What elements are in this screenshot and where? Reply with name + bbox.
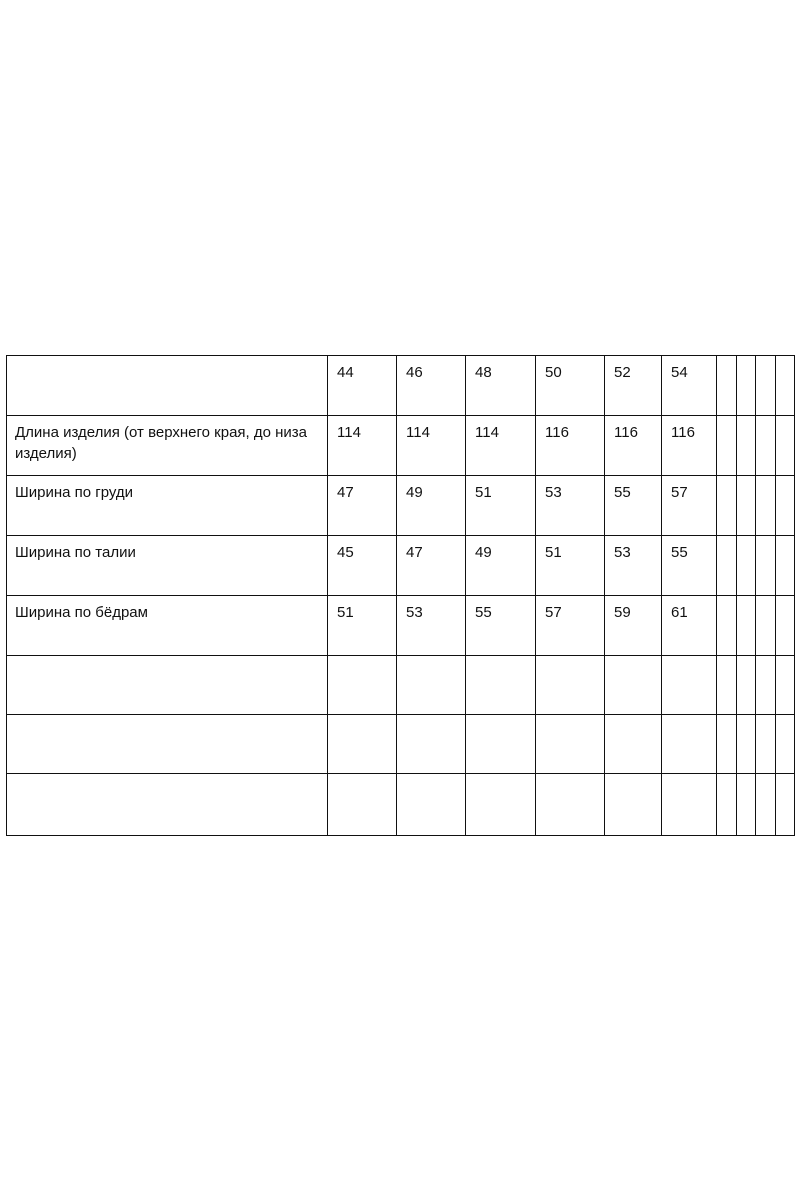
value-cell: 55: [605, 476, 662, 536]
value-cell: 116: [662, 416, 717, 476]
size-chart-table: [6, 355, 795, 836]
empty-cell: [717, 476, 737, 536]
value-cell: 51: [536, 536, 605, 596]
empty-cell: [717, 715, 737, 774]
measurement-label-cell: Ширина по талии: [7, 536, 328, 596]
value-cell: 47: [328, 476, 397, 536]
value-cell: 61: [662, 596, 717, 656]
value-cell: [397, 656, 466, 715]
empty-cell: [776, 596, 795, 656]
value-cell: [328, 774, 397, 836]
empty-cell: [717, 356, 737, 416]
value-cell: [466, 656, 536, 715]
empty-cell: [756, 715, 776, 774]
measurement-label-cell: Ширина по груди: [7, 476, 328, 536]
value-cell: [662, 715, 717, 774]
value-cell: 55: [662, 536, 717, 596]
empty-cell: [756, 536, 776, 596]
size-header-cell: 52: [605, 356, 662, 416]
value-cell: 114: [397, 416, 466, 476]
value-cell: 53: [397, 596, 466, 656]
value-cell: 55: [466, 596, 536, 656]
empty-cell: [776, 774, 795, 836]
value-cell: [536, 656, 605, 715]
value-cell: 114: [466, 416, 536, 476]
empty-cell: [756, 416, 776, 476]
empty-cell: [776, 536, 795, 596]
value-cell: 51: [328, 596, 397, 656]
empty-cell: [756, 596, 776, 656]
value-cell: 53: [605, 536, 662, 596]
empty-cell: [737, 476, 756, 536]
measurement-label-cell: Ширина по бёдрам: [7, 596, 328, 656]
value-cell: [397, 774, 466, 836]
value-cell: 51: [466, 476, 536, 536]
empty-cell: [717, 656, 737, 715]
empty-cell: [776, 356, 795, 416]
measurement-label-cell: [7, 715, 328, 774]
value-cell: [536, 715, 605, 774]
value-cell: 49: [397, 476, 466, 536]
measurement-header-cell: [7, 356, 328, 416]
value-cell: [397, 715, 466, 774]
size-header-row: [7, 356, 795, 416]
value-cell: [536, 774, 605, 836]
empty-table-row: [7, 715, 795, 774]
table-row: [7, 536, 795, 596]
empty-cell: [737, 536, 756, 596]
size-header-cell: 54: [662, 356, 717, 416]
empty-cell: [737, 356, 756, 416]
empty-cell: [717, 536, 737, 596]
empty-cell: [776, 656, 795, 715]
value-cell: 53: [536, 476, 605, 536]
empty-cell: [737, 715, 756, 774]
empty-cell: [756, 774, 776, 836]
value-cell: 57: [536, 596, 605, 656]
table-row: [7, 416, 795, 476]
measurement-label-cell: [7, 656, 328, 715]
value-cell: 116: [536, 416, 605, 476]
value-cell: 45: [328, 536, 397, 596]
value-cell: [662, 774, 717, 836]
value-cell: [605, 715, 662, 774]
value-cell: [605, 774, 662, 836]
table-row: [7, 476, 795, 536]
value-cell: 116: [605, 416, 662, 476]
value-cell: [328, 715, 397, 774]
value-cell: [466, 715, 536, 774]
empty-table-row: [7, 656, 795, 715]
value-cell: 49: [466, 536, 536, 596]
value-cell: [662, 656, 717, 715]
value-cell: [605, 656, 662, 715]
measurement-label-cell: [7, 774, 328, 836]
empty-cell: [776, 715, 795, 774]
size-header-cell: 50: [536, 356, 605, 416]
table-row: [7, 596, 795, 656]
value-cell: 47: [397, 536, 466, 596]
value-cell: 114: [328, 416, 397, 476]
empty-cell: [717, 596, 737, 656]
value-cell: 57: [662, 476, 717, 536]
empty-cell: [756, 476, 776, 536]
empty-cell: [737, 656, 756, 715]
measurement-label-cell: Длина изделия (от верхнего края, до низа изделия): [7, 416, 328, 476]
value-cell: 59: [605, 596, 662, 656]
value-cell: [466, 774, 536, 836]
empty-cell: [776, 416, 795, 476]
empty-cell: [717, 774, 737, 836]
empty-cell: [737, 774, 756, 836]
size-header-cell: 48: [466, 356, 536, 416]
empty-cell: [756, 356, 776, 416]
empty-cell: [737, 416, 756, 476]
empty-cell: [776, 476, 795, 536]
empty-cell: [717, 416, 737, 476]
size-header-cell: 46: [397, 356, 466, 416]
size-header-cell: 44: [328, 356, 397, 416]
empty-cell: [737, 596, 756, 656]
value-cell: [328, 656, 397, 715]
empty-table-row: [7, 774, 795, 836]
empty-cell: [756, 656, 776, 715]
